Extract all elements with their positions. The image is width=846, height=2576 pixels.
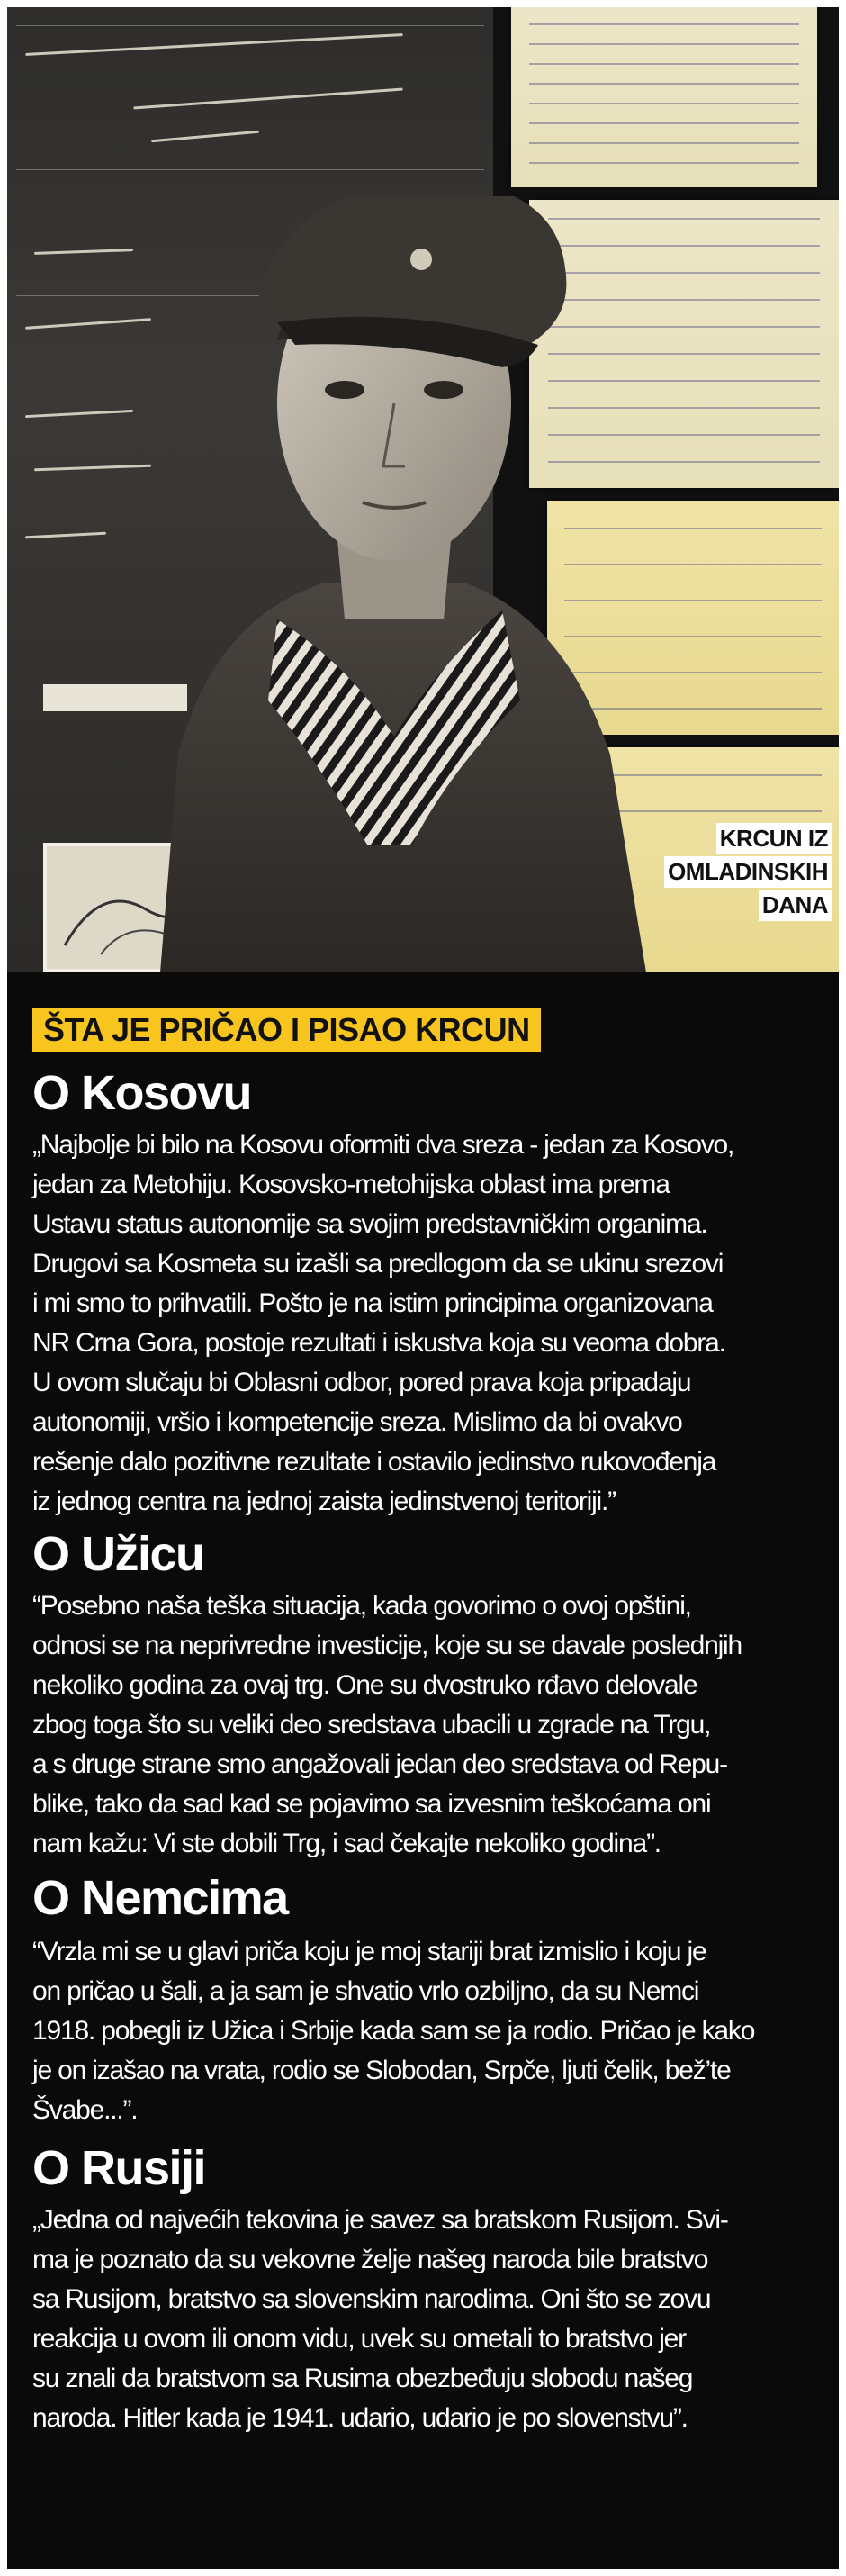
text-line: on pričao u šali, a ja sam je shvatio vrlo ozbiljno, da su Nemci xyxy=(32,1976,699,2006)
article-content xyxy=(7,972,839,2569)
text-line: a s druge strane smo angažovali jedan deo sredstava od Repu- xyxy=(32,1749,727,1779)
text-line: “Vrzla mi se u glavi priča koju je moj stariji brat izmislio i koju je xyxy=(32,1937,706,1966)
text-line: sa Rusijom, bratstvo sa slovenskim narodima. Oni što se zovu xyxy=(32,2284,711,2314)
text-line: iz jednog centra na jednoj zaista jedinstvenoj teritoriji.” xyxy=(32,1487,616,1516)
text-line: Ustavu status autonomije sa svojim predstavničkim organima. xyxy=(32,1209,707,1239)
text-line: “Posebno naša teška situacija, kada govorimo o ovoj opštini, xyxy=(32,1591,691,1621)
section-body-uzice xyxy=(32,1586,815,1864)
section-body-rusija xyxy=(32,2201,815,2438)
text-line: Švabe...”. xyxy=(32,2095,138,2125)
text-line: „Jedna od najvećih tekovina je savez sa bratskom Rusijom. Svi- xyxy=(32,2205,728,2235)
caption-line: DANA xyxy=(759,890,832,921)
section-body-nemci xyxy=(32,1932,815,2130)
article-frame xyxy=(7,7,839,2569)
text-line: zbog toga što su veliki deo sredstava ubacili u zgrade na Trgu, xyxy=(32,1710,711,1740)
caption-line: KRCUN IZ xyxy=(716,823,832,854)
section-title-nemci: O Nemcima xyxy=(32,1871,288,1925)
portrait-photo xyxy=(142,196,646,972)
text-line: „Najbolje bi bilo na Kosovu oformiti dva sreza - jedan za Kosovo, xyxy=(32,1130,734,1160)
section-kicker: ŠTA JE PRIČAO I PISAO KRCUN xyxy=(32,1008,541,1052)
section-body-kosovo xyxy=(32,1125,815,1522)
text-line: su znali da bratstvom sa Rusima obezbeđuju slobodu našeg xyxy=(32,2364,693,2393)
hero-photo xyxy=(7,7,839,972)
text-line: U ovom slučaju bi Oblasni odbor, pored prava koja pripadaju xyxy=(32,1368,691,1397)
photo-caption xyxy=(661,823,832,923)
text-line: Drugovi sa Kosmeta su izašli sa predlogom da se ukinu srezovi xyxy=(32,1249,724,1279)
text-line: ma je poznato da su vekovne želje našeg naroda bile bratstvo xyxy=(32,2245,708,2274)
text-line: reakcija u ovom ili onom vidu, uvek su ometali to bratstvo jer xyxy=(32,2324,686,2354)
text-line: nekoliko godina za ovaj trg. One su dvostruko rđavo delovale xyxy=(32,1670,698,1700)
section-title-rusija: O Rusiji xyxy=(32,2141,206,2195)
caption-line: OMLADINSKIH xyxy=(664,856,832,888)
text-line: NR Crna Gora, postoje rezultati i iskustva koja su veoma dobra. xyxy=(32,1328,725,1358)
text-line: rešenje dalo pozitivne rezultate i ostavilo jedinstvo rukovođenja xyxy=(32,1447,716,1477)
text-line: jedan za Metohiju. Kosovsko-metohijska oblast ima prema xyxy=(32,1170,670,1199)
text-line: naroda. Hitler kada je 1941. udario, udario je po slovenstvu”. xyxy=(32,2403,688,2433)
text-line: blike, tako da sad kad se pojavimo sa izvesnim teškoćama oni xyxy=(32,1789,711,1819)
section-title-kosovo: O Kosovu xyxy=(32,1066,252,1120)
section-title-uzice: O Užicu xyxy=(32,1527,204,1581)
text-line: je on izašao na vrata, rodio se Slobodan, Srpče, ljuti čelik, bež’te xyxy=(32,2056,731,2085)
text-line: i mi smo to prihvatili. Pošto je na istim principima organizovana xyxy=(32,1288,713,1318)
text-line: nam kažu: Vi ste dobili Trg, i sad čekajte nekoliko godina”. xyxy=(32,1829,661,1858)
text-line: odnosi se na neprivredne investicije, koje su se davale poslednjih xyxy=(32,1631,742,1660)
text-line: 1918. pobegli iz Užica i Srbije kada sam se ja rodio. Pričao je kako xyxy=(32,2016,755,2046)
text-line: autonomiji, vršio i kompetencije sreza. Mislimo da bi ovakvo xyxy=(32,1407,682,1437)
